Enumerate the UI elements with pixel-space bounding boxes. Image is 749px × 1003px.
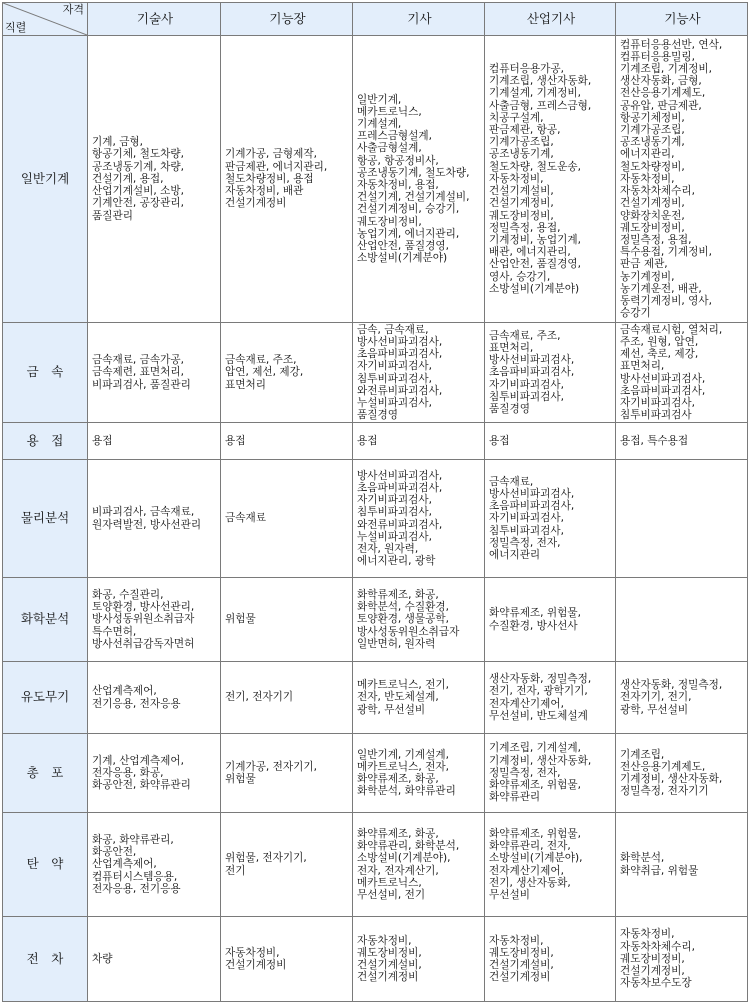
table-cell (88, 578, 221, 662)
table-cell (485, 734, 616, 813)
cell-text: 기계조립, 전산응용기계제도, 기계정비, 생산자동화, 정밀측정, 전자기기 (620, 748, 723, 798)
table-cell (485, 813, 616, 917)
cell-text: 금속재료 (225, 512, 266, 525)
cell-text: 용접 (357, 434, 378, 447)
qualification-table (2, 2, 748, 1002)
table-cell (616, 423, 748, 460)
row-label: 일반기계 (3, 36, 88, 323)
cell-text: 기계, 산업계측제어, 전자응용, 화공, 화공안전, 화약류관리 (92, 754, 191, 792)
cell-text: 기계가공, 금형제작, 판금제관, 에너지관리, 철도차량정비, 용접 자동차정비, 배관 건설기계정비 (225, 148, 328, 210)
table-cell (353, 423, 485, 460)
cell-text: 생산자동화, 정밀측정, 전기, 전자, 광학기기, 전자계산기제어, 무선설비, 반도체설계 (489, 673, 592, 722)
cell-text: 금속재료, 방사선비파괴검사, 초음파비파괴검사, 자기비파괴검사, 침투비파괴검사, 정밀측정, 전자, 에너지관리 (489, 475, 575, 561)
table-cell (221, 734, 353, 813)
table-cell (485, 323, 616, 423)
table-cell (88, 423, 221, 460)
cell-text: 생산자동화, 정밀측정, 전자기기, 전기, 광학, 무선설비 (620, 679, 723, 716)
table-cell (616, 36, 748, 323)
row-label: 용 접 (3, 423, 88, 460)
table-cell (353, 813, 485, 917)
table-cell (221, 423, 353, 460)
cell-text: 컴퓨터응용가공, 기계조립, 생산자동화, 기계설계, 기계정비, 사출금형, 프레스금형, 치공구설계, 판금제관, 항공, 기계가공조립, 공조냉동기계, 철도차량, 철도운송, 자동차정비, 건설기계설비, 건설기계정비, 궤도장비정비, 정밀측정, 용접, 기계정비, 농업기계, 배관, 에너지관리, 산업안전, 품질경영, 영사, 승강기, 소방설비(기계분야) (489, 63, 592, 295)
header-row (3, 3, 748, 36)
cell-text: 화공, 화약류관리, 화공안전, 산업계측제어, 컴퓨터시스템응용, 전자응용, 전기응용 (92, 833, 181, 895)
row-label: 물리분석 (3, 460, 88, 578)
cell-text: 컴퓨터응용선반, 연삭, 컴퓨터응용밀링, 기계조립, 기계정비, 생산자동화, 금형, 전산응용기계제도, 공유압, 판금제관, 항공기체정비, 기계가공조립, 공조냉동기계, 에너지관리, 철도차량정비, 자동차정비, 자동차차체수리, 건설기계정비, 양화장치운전, 궤도장비정비, 정밀측정, 용접, 특수용접, 기계정비, 판금 제관, 농기계정비, 농기계운전, 배관, 동력기계정비, 영사, 승강기 (620, 38, 723, 320)
table-row (3, 323, 748, 423)
table-cell (88, 460, 221, 578)
cell-text: 금속, 금속재료, 방사선비파괴검사, 초음파비파괴검사, 자기비파괴검사, 침투비파괴검사, 와전류비파괴검사, 누설비파괴검사, 품질경영 (357, 323, 443, 422)
table-row (3, 734, 748, 813)
corner-label-qualification: 자격 (62, 3, 84, 16)
table-row (3, 578, 748, 662)
cell-text: 방사선비파괴검사, 초음파비파괴검사, 자기비파괴검사, 침투비파괴검사, 와전류비파괴검사, 누설비파괴검사, 전자, 원자력, 에너지관리, 광학 (357, 469, 443, 568)
table-cell (353, 36, 485, 323)
cell-text: 화학류제조, 화공, 화학분석, 수질환경, 토양환경, 생물공학, 방사성동위원소취급자 일반면허, 원자력 (357, 588, 460, 650)
table-cell (353, 578, 485, 662)
table-cell (485, 917, 616, 1002)
cell-text: 비파괴검사, 금속재료, 원자력발전, 방사선관리 (92, 506, 202, 531)
row-label: 탄 약 (3, 813, 88, 917)
table-cell (353, 460, 485, 578)
cell-text: 자동차정비, 건설기계정비 (225, 946, 287, 971)
col-header-professional-engineer: 기술사 (88, 3, 221, 36)
table-cell (616, 323, 748, 423)
corner-label-series: 직렬 (5, 20, 27, 34)
table-cell (88, 36, 221, 323)
table-row (3, 423, 748, 460)
cell-text: 일반기계, 기계설계, 메카트로닉스, 전자, 화약류제조, 화공, 화학분석, 화약류관리 (357, 748, 456, 798)
cell-text: 화약류제조, 위험물, 수질환경, 방사선사 (489, 607, 581, 632)
row-label: 전 차 (3, 917, 88, 1002)
cell-text: 금속재료시험, 열처리, 주조, 원형, 압연, 제선, 축로, 제강, 표면처리, 방사선비파괴검사, 초음파비파괴검사, 자기비파괴검사, 침투비파괴검사 (620, 323, 723, 422)
table-row (3, 460, 748, 578)
table-cell (221, 917, 353, 1002)
cell-text: 용접, 특수용접 (620, 434, 689, 447)
cell-text: 일반기계, 메카트로닉스, 기계설계, 프레스금형설계, 사출금형설계, 항공, 항공정비사, 공조냉동기계, 철도차량, 자동차정비, 용접, 건설기계, 건설기계설비, 건설기계정비, 승강기, 궤도장비정비, 농업기계, 에너지관리, 산업안전, 품질경영, 소방설비(기계분야) (357, 93, 470, 265)
table-cell (616, 460, 748, 578)
table-row (3, 662, 748, 734)
table-cell (88, 734, 221, 813)
col-header-industrial-engineer: 산업기사 (485, 3, 616, 36)
corner-header-cell (3, 3, 88, 36)
cell-text: 용접 (225, 434, 246, 447)
cell-text: 화공, 수질관리, 토양환경, 방사선관리, 방사성동위원소취급자 특수면허, 방사선취급감독자면허 (92, 588, 195, 650)
table-cell (616, 917, 748, 1002)
table-cell (485, 423, 616, 460)
row-label: 유도무기 (3, 662, 88, 734)
table-row (3, 917, 748, 1002)
cell-text: 금속재료, 주조, 표면처리, 방사선비파괴검사, 초음파비파괴검사, 자기비파괴검사, 침투비파괴검사, 품질경영 (489, 329, 575, 415)
cell-text: 화약류제조, 화공, 화약류관리, 화학분석, 소방설비(기계분야), 전자, 전자계산기, 메카트로닉스, 무선설비, 전기 (357, 827, 460, 901)
table-row (3, 36, 748, 323)
table-cell (353, 734, 485, 813)
col-header-craftsman: 기능사 (616, 3, 748, 36)
cell-text: 금속재료, 주조, 압연, 제선, 제강, 표면처리 (225, 354, 304, 391)
table-cell (221, 460, 353, 578)
cell-text: 자동차정비, 자동차차체수리, 궤도장비정비, 건설기계정비, 자동차보수도장 (620, 928, 696, 990)
table-cell (88, 813, 221, 917)
table-cell (616, 734, 748, 813)
cell-text: 화학분석, 화약취급, 위험물 (620, 852, 699, 877)
table-cell (88, 662, 221, 734)
row-label: 총 포 (3, 734, 88, 813)
table-cell (616, 578, 748, 662)
cell-text: 기계조립, 기계설계, 기계정비, 생산자동화, 정밀측정, 전자, 화약류제조, 위험물, 화약류관리 (489, 742, 592, 804)
cell-text: 전기, 전자기기 (225, 691, 294, 704)
row-label: 화학분석 (3, 578, 88, 662)
table-cell (353, 662, 485, 734)
cell-text: 위험물 (225, 613, 256, 626)
table-cell (485, 662, 616, 734)
table-cell (221, 578, 353, 662)
table-cell (221, 813, 353, 917)
table-cell (616, 813, 748, 917)
table-cell (353, 323, 485, 423)
cell-text: 산업계측제어, 전기응용, 전자응용 (92, 685, 181, 710)
cell-text: 차량 (92, 952, 113, 965)
cell-text: 화약류제조, 위험물, 화약류관리, 전자, 소방설비(기계분야), 전자계산기제어, 전기, 생산자동화, 무선설비 (489, 827, 583, 901)
table-cell (221, 662, 353, 734)
table-cell (485, 36, 616, 323)
table-row (3, 813, 748, 917)
cell-text: 용접 (489, 434, 510, 447)
cell-text: 자동차정비, 궤도장비정비, 건설기계설비, 건설기계정비 (357, 934, 422, 984)
table-cell (88, 323, 221, 423)
col-header-master-craftsman: 기능장 (221, 3, 353, 36)
cell-text: 위험물, 전자기기, 전기 (225, 852, 307, 877)
cell-text: 금속재료, 금속가공, 금속제련, 표면처리, 비파괴검사, 품질관리 (92, 354, 191, 391)
col-header-engineer: 기사 (353, 3, 485, 36)
table-cell (616, 662, 748, 734)
table-cell (485, 578, 616, 662)
cell-text: 메카트로닉스, 전기, 전자, 반도체설계, 광학, 무선설비 (357, 679, 449, 716)
cell-text: 기계가공, 전자기기, 위험물 (225, 760, 317, 785)
cell-text: 용접 (92, 434, 113, 447)
cell-text: 자동차정비, 궤도장비정비, 건설기계설비, 건설기계정비 (489, 934, 554, 984)
table-cell (221, 36, 353, 323)
cell-text: 기계, 금형, 항공기체, 철도차량, 공조냉동기계, 차량, 건설기계, 용접, 산업기계설비, 소방, 기계안전, 공장관리, 품질관리 (92, 136, 184, 222)
table-cell (88, 917, 221, 1002)
table-cell (485, 460, 616, 578)
table-cell (221, 323, 353, 423)
row-label: 금 속 (3, 323, 88, 423)
table-cell (353, 917, 485, 1002)
